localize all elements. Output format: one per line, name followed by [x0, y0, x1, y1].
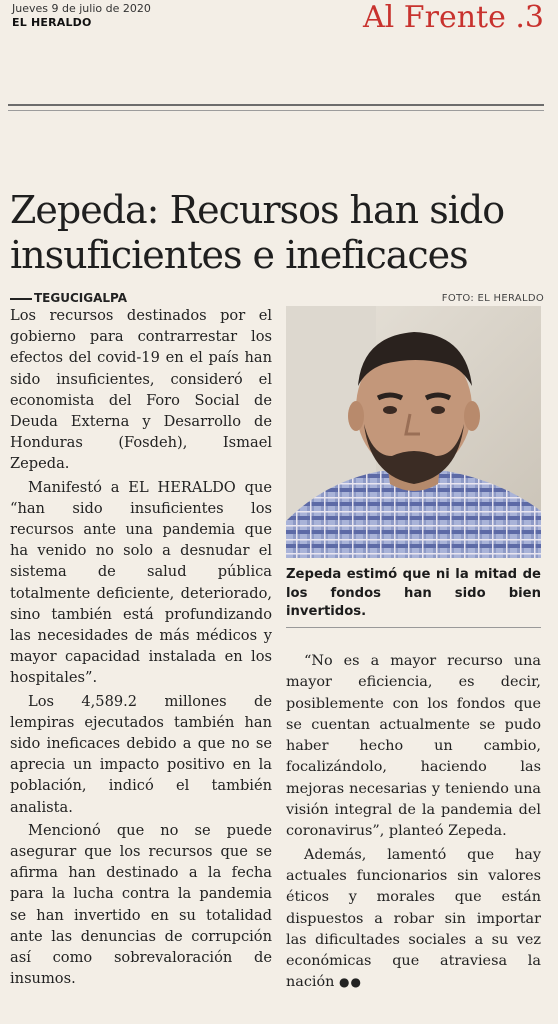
section-title: Al Frente .3 [363, 0, 544, 35]
headline: Zepeda: Recursos han sido insuficientes e ineficaces [10, 188, 505, 278]
paragraph: “No es a mayor recurso una mayor eficiencia, es decir, posiblemente con los fondos que se cuentan actualmente se pudo haber hecho un cambio, focalizándolo, haciendo las mejoras necesarias y teniendo una visión integral de la pandemia del coronavirus”, planteó Zepeda. [286, 653, 541, 840]
paragraph-text: Además, lamentó que hay actuales funcionarios sin valores éticos y morales que están dispuestos a robar sin importar las dificultades sociales a su vez económicas que atraviesa la nación [286, 846, 541, 991]
portrait-illustration [286, 306, 541, 558]
photo-caption: Zepeda estimó que ni la mitad de los fondos han sido bien invertidos. [286, 567, 541, 619]
header-rule-thin [8, 110, 544, 111]
paragraph: Manifestó a EL HERALDO que “han sido insuficientes los recursos ante una pandemia que ha venido no solo a desnudar el sistema de salud pública totalmente deficiente, deteriorado, sino también está profundizando las necesidades de más médicos y mayor capacidad instalada en los hospitales”. [10, 478, 272, 687]
byline-dash [10, 298, 32, 300]
paragraph [286, 845, 541, 994]
article-right-column [286, 651, 541, 994]
byline-location: TEGUCIGALPA [34, 291, 128, 305]
issue-date: Jueves 9 de julio de 2020 [12, 2, 151, 15]
caption-rule [286, 627, 541, 628]
portrait-photo [286, 306, 541, 558]
end-mark: ●● [339, 975, 362, 990]
paragraph: Mencionó que no se puede asegurar que los recursos que se afirma han destinado a la fecha para la lucha contra la pandemia se han invertido en su totalidad ante las denuncias de corrupción así como sobrevaloración de insumos. [10, 821, 272, 988]
paper-name: EL HERALDO [12, 16, 92, 29]
article-left-column [10, 305, 272, 990]
masthead [8, 0, 550, 48]
photo-credit: FOTO: EL HERALDO [441, 293, 544, 304]
byline [10, 291, 127, 305]
paragraph: Los recursos destinados por el gobierno para contrarrestar los efectos del covid-19 en el país han sido insuficientes, consideró el economista del Foro Social de Deuda Externa y Desarrollo de Honduras (Fosdeh), Ismael Zepeda. [10, 307, 272, 473]
header-rule [8, 104, 544, 106]
paragraph: Los 4,589.2 millones de lempiras ejecutados también han sido ineficaces debido a que no se aprecia un impacto positivo en la población, indicó el también analista. [10, 692, 272, 816]
